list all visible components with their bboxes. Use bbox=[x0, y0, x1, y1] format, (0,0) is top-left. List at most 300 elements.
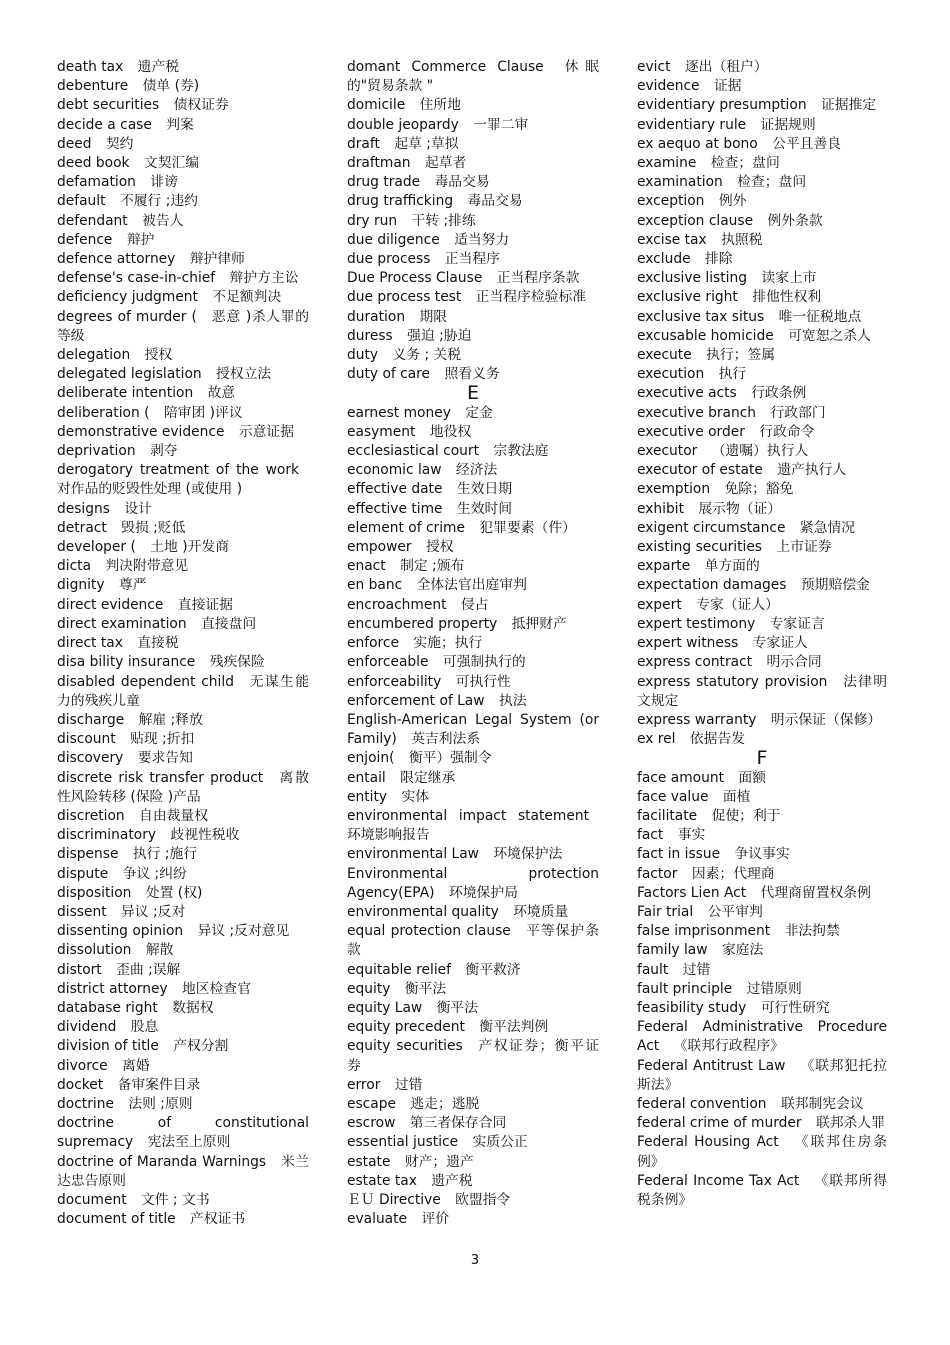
glossary-entry bbox=[347, 480, 599, 499]
term-english: deed bbox=[57, 135, 92, 152]
term-english: domicile bbox=[347, 97, 406, 114]
term-english: discovery bbox=[57, 750, 124, 767]
term-english: double jeopardy bbox=[347, 116, 459, 133]
term-english: exhibit bbox=[637, 500, 684, 517]
glossary-entry bbox=[347, 1172, 599, 1191]
term-chinese: 辩护 bbox=[126, 231, 155, 248]
term-english: domant Commerce Clause bbox=[347, 59, 544, 75]
term-english: excusable homicide bbox=[637, 327, 774, 344]
column-3 bbox=[637, 58, 887, 1210]
term-chinese: 可行性研究 bbox=[760, 999, 830, 1016]
term-english: expectation damages bbox=[637, 577, 787, 594]
term-english: encumbered property bbox=[347, 615, 498, 632]
term-english: executive order bbox=[637, 423, 745, 440]
glossary-entry bbox=[637, 615, 887, 634]
term-english: defamation bbox=[57, 174, 136, 191]
glossary-entry bbox=[57, 941, 309, 960]
term-english: discount bbox=[57, 731, 116, 748]
glossary-entry bbox=[57, 308, 309, 346]
term-english: expert witness bbox=[637, 635, 739, 652]
term-chinese: 直接税 bbox=[137, 635, 179, 652]
glossary-entry bbox=[57, 711, 309, 730]
term-chinese: 离散性风险转移 (保险 )产品 bbox=[57, 769, 310, 805]
term-english: estate tax bbox=[347, 1172, 417, 1189]
term-english: exclusive listing bbox=[637, 270, 747, 287]
glossary-entry bbox=[347, 922, 599, 960]
term-english: exception bbox=[637, 193, 705, 210]
term-english: designs bbox=[57, 500, 110, 517]
term-chinese: 唯一征税地点 bbox=[778, 308, 862, 325]
term-chinese: 诽谤 bbox=[150, 174, 178, 191]
glossary-entry bbox=[347, 1210, 599, 1229]
page-number: 3 bbox=[470, 1253, 480, 1268]
term-chinese: 《联邦行政程序》 bbox=[673, 1038, 784, 1055]
glossary-entry bbox=[57, 999, 309, 1018]
term-english: enjoin( bbox=[347, 750, 395, 767]
glossary-entry bbox=[347, 1076, 599, 1095]
glossary-entry bbox=[57, 173, 309, 192]
glossary-entry bbox=[57, 826, 309, 845]
term-english: doctrine of Maranda Warnings bbox=[57, 1153, 267, 1170]
term-chinese: 自由裁量权 bbox=[139, 807, 209, 824]
term-english: database right bbox=[57, 999, 158, 1016]
glossary-entry bbox=[347, 250, 599, 269]
term-chinese: 直接证据 bbox=[177, 596, 233, 613]
term-english: earnest money bbox=[347, 404, 451, 421]
term-chinese: 执行 ;施行 bbox=[132, 846, 198, 863]
glossary-entry bbox=[637, 884, 887, 903]
term-chinese: 正当程序条款 bbox=[496, 270, 580, 287]
term-english: exemption bbox=[637, 481, 711, 498]
glossary-entry bbox=[637, 961, 887, 980]
term-chinese: 逃走；逃脱 bbox=[410, 1095, 480, 1112]
term-chinese: 联邦制宪会议 bbox=[780, 1095, 864, 1112]
glossary-entry bbox=[57, 769, 309, 807]
term-chinese: 剥夺 bbox=[149, 443, 178, 460]
glossary-entry bbox=[637, 500, 887, 519]
term-chinese: 备审案件目录 bbox=[117, 1076, 201, 1093]
term-english: equal protection clause bbox=[347, 923, 511, 940]
term-chinese: 制定 ;颁布 bbox=[400, 558, 465, 575]
term-english: examine bbox=[637, 155, 697, 172]
term-chinese: 全体法官出庭审判 bbox=[416, 577, 527, 594]
term-chinese: 债权证券 bbox=[173, 97, 229, 114]
term-english: examination bbox=[637, 174, 723, 191]
glossary-entry bbox=[347, 212, 599, 231]
term-english: delegated legislation bbox=[57, 366, 202, 383]
term-english: evict bbox=[637, 59, 671, 75]
term-english: enforcement of Law bbox=[347, 692, 485, 709]
term-english: executive branch bbox=[637, 404, 757, 421]
term-english: economic law bbox=[347, 462, 442, 479]
term-chinese: 行政条例 bbox=[751, 385, 807, 402]
glossary-entry bbox=[637, 980, 887, 999]
term-english: Fair trial bbox=[637, 903, 694, 920]
term-english: equity Law bbox=[347, 999, 423, 1016]
term-chinese: 起草者 bbox=[424, 155, 467, 172]
term-english: express contract bbox=[637, 654, 753, 671]
term-english: dissent bbox=[57, 903, 107, 920]
term-english: default bbox=[57, 193, 106, 210]
term-english: element of crime bbox=[347, 519, 465, 536]
glossary-entry bbox=[347, 1153, 599, 1172]
glossary-entry bbox=[57, 365, 309, 384]
glossary-entry bbox=[57, 116, 309, 135]
term-chinese: 事实 bbox=[677, 827, 706, 844]
glossary-entry bbox=[637, 308, 887, 327]
term-chinese: 尊严 bbox=[118, 577, 147, 594]
glossary-entry bbox=[637, 77, 887, 96]
term-english: enforce bbox=[347, 635, 399, 652]
glossary-entry bbox=[57, 500, 309, 519]
glossary-entry bbox=[347, 749, 599, 768]
term-chinese: 检查；盘问 bbox=[710, 155, 780, 172]
glossary-entry bbox=[347, 845, 599, 864]
term-chinese: 解雇 ;释放 bbox=[138, 711, 203, 728]
term-english: error bbox=[347, 1076, 381, 1093]
term-english: defence attorney bbox=[57, 251, 176, 268]
glossary-entry bbox=[57, 154, 309, 173]
glossary-entry bbox=[637, 557, 887, 576]
glossary-entry bbox=[347, 538, 599, 557]
glossary-entry bbox=[347, 615, 599, 634]
term-chinese: 面植 bbox=[722, 788, 751, 805]
glossary-entry bbox=[347, 1095, 599, 1114]
term-chinese: 残疾保险 bbox=[209, 654, 265, 671]
glossary-entry bbox=[57, 1095, 309, 1114]
term-chinese: 文件 ; 文书 bbox=[141, 1191, 210, 1208]
glossary-entry bbox=[637, 1114, 887, 1133]
term-english: face amount bbox=[637, 769, 725, 786]
term-english: due process bbox=[347, 251, 431, 268]
glossary-entry bbox=[57, 1018, 309, 1037]
glossary-entry bbox=[637, 653, 887, 672]
term-english: dry run bbox=[347, 212, 398, 229]
glossary-entry bbox=[347, 1133, 599, 1152]
term-english: environmental quality bbox=[347, 903, 499, 920]
term-chinese: 过错 bbox=[394, 1076, 423, 1093]
term-chinese: 例外条款 bbox=[767, 212, 823, 229]
glossary-entry bbox=[637, 1133, 887, 1171]
term-chinese: 专家证人 bbox=[752, 635, 808, 652]
term-english: dissenting opinion bbox=[57, 923, 184, 940]
glossary-entry bbox=[637, 58, 887, 77]
term-chinese: 正当程序 bbox=[444, 251, 500, 268]
term-chinese: 干转 ;排练 bbox=[411, 212, 476, 229]
term-chinese: 歧视性税收 bbox=[170, 827, 240, 844]
term-chinese: 陪审团 )评议 bbox=[163, 404, 243, 421]
term-chinese: 争议事实 bbox=[734, 846, 790, 863]
term-chinese: 单方面的 bbox=[704, 558, 760, 575]
term-chinese: 紧急情况 bbox=[799, 519, 856, 536]
glossary-entry bbox=[637, 999, 887, 1018]
term-chinese: 免除；豁免 bbox=[724, 481, 794, 498]
glossary-entry bbox=[57, 653, 309, 672]
term-chinese: 财产；遗产 bbox=[404, 1153, 474, 1170]
term-chinese: 辩护方主讼 bbox=[229, 270, 299, 287]
glossary-entry bbox=[57, 231, 309, 250]
term-chinese: 异议 ;反对 bbox=[121, 903, 186, 920]
term-english: demonstrative evidence bbox=[57, 423, 225, 440]
glossary-entry bbox=[57, 442, 309, 461]
glossary-entry bbox=[637, 96, 887, 115]
term-english: express statutory provision bbox=[637, 673, 828, 690]
section-letter: F bbox=[756, 747, 768, 770]
glossary-entry bbox=[57, 212, 309, 231]
glossary-entry bbox=[57, 980, 309, 999]
glossary-entry bbox=[637, 192, 887, 211]
glossary-entry bbox=[57, 730, 309, 749]
glossary-entry bbox=[347, 596, 599, 615]
glossary-entry bbox=[347, 135, 599, 154]
term-english: disabled dependent child bbox=[57, 673, 234, 690]
glossary-entry bbox=[637, 327, 887, 346]
glossary-entry bbox=[637, 865, 887, 884]
term-english: empower bbox=[347, 539, 412, 556]
glossary-entry bbox=[637, 711, 887, 730]
term-english: deliberate intention bbox=[57, 385, 194, 402]
term-english: ex aequo at bono bbox=[637, 135, 758, 152]
term-english: defendant bbox=[57, 212, 128, 229]
glossary-entry bbox=[57, 404, 309, 423]
glossary-entry bbox=[347, 692, 599, 711]
term-english: ex rel bbox=[637, 731, 676, 748]
term-chinese: 明示合同 bbox=[766, 654, 822, 671]
term-chinese: 要求告知 bbox=[137, 750, 193, 767]
glossary-entry bbox=[347, 769, 599, 788]
term-chinese: 设计 bbox=[124, 500, 152, 517]
term-english: debenture bbox=[57, 78, 129, 95]
term-english: dicta bbox=[57, 558, 92, 575]
term-chinese: 地役权 bbox=[429, 423, 472, 440]
glossary-entry bbox=[347, 288, 599, 307]
glossary-entry bbox=[57, 673, 309, 711]
glossary-entry bbox=[637, 1018, 887, 1056]
term-chinese: 贴现 ;折扣 bbox=[130, 731, 195, 748]
glossary-entry bbox=[347, 231, 599, 250]
term-chinese: 公平且善良 bbox=[772, 135, 842, 152]
term-english: executor of estate bbox=[637, 462, 763, 479]
term-english: due diligence bbox=[347, 231, 440, 248]
term-chinese: 被告人 bbox=[142, 212, 184, 229]
term-english: defence bbox=[57, 231, 113, 248]
term-english: equity securities bbox=[347, 1038, 463, 1055]
term-chinese: 处置 (权) bbox=[145, 884, 203, 901]
term-english: delegation bbox=[57, 347, 131, 364]
glossary-entry bbox=[637, 596, 887, 615]
term-chinese: 一罪二审 bbox=[473, 116, 529, 133]
term-english: draftman bbox=[347, 155, 411, 172]
term-english: duty bbox=[347, 347, 379, 364]
glossary-entry bbox=[347, 308, 599, 327]
term-english: discriminatory bbox=[57, 827, 157, 844]
glossary-entry bbox=[347, 999, 599, 1018]
term-english: execution bbox=[637, 366, 705, 383]
glossary-entry bbox=[637, 269, 887, 288]
term-chinese: 衡平救济 bbox=[465, 961, 521, 978]
term-english: essential justice bbox=[347, 1134, 459, 1151]
term-chinese: 休眠的"贸易条款 " bbox=[347, 59, 600, 95]
term-chinese: 代理商留置权条例 bbox=[760, 884, 871, 901]
term-english: ecclesiastical court bbox=[347, 443, 480, 460]
term-english: entity bbox=[347, 788, 388, 805]
term-chinese: 证据 bbox=[713, 78, 742, 95]
term-english: equitable relief bbox=[347, 961, 452, 978]
term-english: enforceable bbox=[347, 654, 429, 671]
term-chinese: 可强制执行的 bbox=[442, 654, 526, 671]
term-chinese: 遗产税 bbox=[431, 1172, 473, 1189]
column-2 bbox=[347, 58, 599, 1229]
glossary-entry bbox=[637, 365, 887, 384]
term-chinese: 实质公正 bbox=[472, 1134, 528, 1151]
glossary-entry bbox=[637, 480, 887, 499]
term-chinese: 排他性权利 bbox=[752, 289, 822, 306]
glossary-entry bbox=[347, 346, 599, 365]
term-chinese: 检查；盘问 bbox=[737, 174, 807, 191]
term-english: entail bbox=[347, 769, 386, 786]
term-chinese: 解散 bbox=[145, 942, 174, 959]
glossary-entry bbox=[637, 807, 887, 826]
glossary-entry bbox=[347, 192, 599, 211]
term-chinese: 遗产执行人 bbox=[777, 462, 847, 479]
term-chinese: 明示保证（保修） bbox=[770, 711, 882, 728]
glossary-entry bbox=[57, 269, 309, 288]
term-english: evidentiary presumption bbox=[637, 97, 807, 114]
term-english: doctrine of constitutional supremacy bbox=[57, 1115, 309, 1151]
term-chinese: 故意 bbox=[207, 385, 236, 402]
term-english: factor bbox=[637, 865, 678, 882]
term-english: exclusive tax situs bbox=[637, 308, 765, 325]
term-chinese: 环境质量 bbox=[513, 903, 569, 920]
term-english: evidentiary rule bbox=[637, 116, 747, 133]
term-english: family law bbox=[637, 942, 708, 959]
term-chinese: 衡平法判例 bbox=[479, 1019, 549, 1036]
term-chinese: 股息 bbox=[130, 1019, 159, 1036]
glossary-entry bbox=[57, 1076, 309, 1095]
term-english: docket bbox=[57, 1076, 104, 1093]
term-english: equity precedent bbox=[347, 1019, 465, 1036]
term-english: excise tax bbox=[637, 231, 707, 248]
term-chinese: 正当程序检验标准 bbox=[475, 289, 587, 306]
term-chinese: 法则 ;原则 bbox=[128, 1095, 193, 1112]
glossary-entry bbox=[57, 961, 309, 980]
term-english: enforceability bbox=[347, 673, 442, 690]
term-chinese: 无谋生能力的残疾儿童 bbox=[57, 673, 310, 709]
glossary-entry bbox=[57, 557, 309, 576]
glossary-entry bbox=[637, 922, 887, 941]
term-chinese: 期限 bbox=[419, 308, 448, 325]
glossary-entry bbox=[57, 346, 309, 365]
term-chinese: 毒品交易 bbox=[467, 193, 523, 210]
glossary-entry bbox=[347, 1037, 599, 1075]
term-english: document of title bbox=[57, 1211, 176, 1228]
glossary-entry bbox=[57, 845, 309, 864]
term-english: dissolution bbox=[57, 942, 132, 959]
glossary-entry bbox=[347, 653, 599, 672]
term-chinese: 契约 bbox=[105, 135, 134, 152]
term-chinese: 过错原则 bbox=[746, 980, 802, 997]
term-chinese: 行政命令 bbox=[759, 423, 815, 440]
term-chinese: 侵占 bbox=[460, 596, 489, 613]
term-english: draft bbox=[347, 135, 380, 152]
term-english: document bbox=[57, 1191, 127, 1208]
glossary-entry bbox=[57, 807, 309, 826]
term-chinese: 行政部门 bbox=[770, 404, 826, 421]
term-chinese: 产权证书 bbox=[190, 1211, 246, 1228]
term-english: direct tax bbox=[57, 635, 123, 652]
term-chinese: 债单 (券) bbox=[142, 78, 200, 95]
term-chinese: 不足额判决 bbox=[212, 289, 282, 306]
term-english: dividend bbox=[57, 1019, 117, 1036]
term-chinese: 歪曲 ;误解 bbox=[116, 961, 181, 978]
term-chinese: 《联邦犯托拉斯法》 bbox=[637, 1057, 888, 1093]
term-chinese: 家庭法 bbox=[721, 942, 764, 959]
term-english: federal crime of murder bbox=[637, 1115, 802, 1132]
term-english: Federal Administrative Procedure Act bbox=[637, 1019, 887, 1055]
glossary-entry bbox=[347, 673, 599, 692]
glossary-entry bbox=[347, 711, 599, 749]
term-english: fault principle bbox=[637, 980, 733, 997]
term-chinese: 判决附带意见 bbox=[105, 558, 189, 575]
glossary-entry bbox=[57, 250, 309, 269]
term-chinese: 因素；代理商 bbox=[691, 865, 775, 882]
term-chinese: 环境保护局 bbox=[448, 884, 518, 901]
term-chinese: 恶意 )杀人罪的等级 bbox=[57, 308, 309, 344]
column-1 bbox=[57, 58, 309, 1229]
term-chinese: 遗产税 bbox=[137, 59, 180, 75]
term-english: doctrine bbox=[57, 1095, 114, 1112]
term-english: feasibility study bbox=[637, 999, 747, 1016]
term-chinese: 执法 bbox=[498, 692, 527, 709]
glossary-entry bbox=[57, 865, 309, 884]
term-chinese: （遗嘱）执行人 bbox=[711, 443, 809, 460]
glossary-entry bbox=[57, 749, 309, 768]
term-chinese: 环境保护法 bbox=[493, 846, 563, 863]
term-chinese: 毁损 ;贬低 bbox=[121, 519, 186, 536]
glossary-entry bbox=[57, 615, 309, 634]
term-english: environmental impact statement bbox=[347, 807, 589, 824]
term-chinese: 面额 bbox=[738, 769, 766, 786]
glossary-entry bbox=[57, 77, 309, 96]
glossary-entry bbox=[637, 212, 887, 231]
glossary-entry bbox=[347, 423, 599, 442]
glossary-entry bbox=[57, 538, 309, 557]
glossary-entry bbox=[637, 845, 887, 864]
section-letter: E bbox=[466, 382, 479, 405]
term-english: evaluate bbox=[347, 1211, 408, 1228]
term-chinese: 逐出（租户） bbox=[684, 59, 768, 75]
glossary-entry bbox=[57, 884, 309, 903]
term-english: expert testimony bbox=[637, 615, 756, 632]
term-chinese: 预期赔偿金 bbox=[800, 577, 870, 594]
glossary-entry bbox=[347, 903, 599, 922]
term-chinese: 衡平）强制令 bbox=[408, 750, 492, 767]
term-chinese: 执照税 bbox=[721, 231, 763, 248]
term-english: defense's case-in-chief bbox=[57, 270, 216, 287]
term-chinese: 产权分割 bbox=[173, 1038, 229, 1055]
glossary-entry bbox=[347, 788, 599, 807]
term-chinese: 生效日期 bbox=[456, 481, 513, 498]
term-chinese: 欧盟指令 bbox=[455, 1191, 511, 1208]
glossary-entry bbox=[347, 154, 599, 173]
term-chinese: 示意证据 bbox=[238, 423, 295, 440]
term-english: fact bbox=[637, 827, 664, 844]
term-chinese: 证据规则 bbox=[760, 116, 816, 133]
term-chinese: 对作品的贬毁性处理 (或使用 ) bbox=[57, 481, 243, 498]
glossary-entry bbox=[347, 269, 599, 288]
term-chinese: 争议 ;纠纷 bbox=[122, 865, 187, 882]
term-chinese: 证据推定 bbox=[820, 97, 877, 114]
